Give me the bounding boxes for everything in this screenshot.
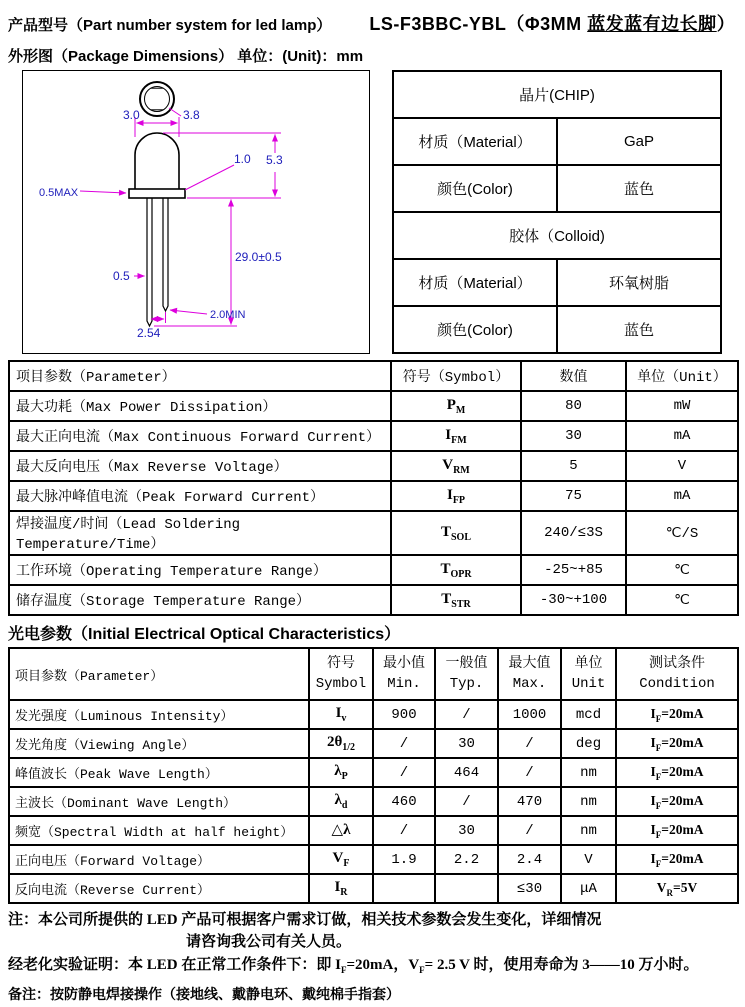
symbol-sub: FM — [451, 434, 467, 446]
condition-pre: I — [650, 821, 656, 837]
top-section — [8, 70, 737, 354]
optical-typ: / — [435, 700, 498, 729]
part-number-prefix: LS-F3BBC-YBL（Φ3MM — [369, 14, 588, 34]
condition-pre: V — [656, 879, 667, 895]
optical-header-unit — [561, 648, 616, 700]
optical-symbol — [309, 874, 373, 903]
condition-post: =20mA — [661, 850, 704, 866]
param-name: 最大功耗（Max Power Dissipation） — [9, 391, 391, 421]
symbol-sub: R — [340, 886, 348, 898]
leader-tip-min — [170, 310, 207, 314]
param-symbol — [391, 555, 521, 585]
optical-typ: 30 — [435, 729, 498, 758]
dimension-lines — [80, 108, 281, 326]
colloid-color-value: 蓝色 — [557, 306, 721, 353]
param-value: 5 — [521, 451, 626, 481]
optical-condition — [616, 729, 738, 758]
param-header-value: 数值 — [521, 361, 626, 391]
optical-symbol — [309, 845, 373, 874]
optical-unit: deg — [561, 729, 616, 758]
flange — [129, 189, 185, 198]
symbol-main: λ — [334, 792, 342, 809]
condition-pre: I — [650, 705, 656, 721]
condition-pre: I — [650, 850, 656, 866]
optical-unit: μA — [561, 874, 616, 903]
symbol-sub: M — [455, 404, 466, 416]
symbol-main: I — [334, 879, 341, 896]
part-number-descriptor: 蓝发蓝有边长脚 — [587, 14, 717, 34]
symbol-main: T — [440, 560, 451, 577]
header-en: Symbol — [315, 676, 367, 692]
optical-symbol — [309, 700, 373, 729]
package-dimensions-title: 外形图（Package Dimensions） 单位：(Unit)：mm — [8, 48, 364, 65]
symbol-main: I — [445, 426, 452, 443]
param-row — [9, 585, 738, 615]
symbol-sub: 1/2 — [342, 741, 356, 753]
param-row — [9, 555, 738, 585]
optical-row — [9, 729, 738, 758]
param-symbol — [391, 585, 521, 615]
header-cn: 最小值 — [383, 656, 425, 672]
dim-tip-min: 2.0MIN — [210, 309, 246, 321]
condition-pre: I — [650, 734, 656, 750]
optical-unit: nm — [561, 787, 616, 816]
condition-sub: F — [655, 713, 662, 724]
note-aging-test — [8, 954, 737, 981]
condition-post: =20mA — [661, 792, 704, 808]
param-unit: mA — [626, 481, 738, 511]
dim-lead-width: 0.5 — [113, 269, 130, 283]
note-custom-order-line2: 请咨询我公司有关人员。 — [186, 934, 352, 950]
condition-post: =5V — [673, 879, 698, 895]
product-model-label: 产品型号（Part number system for led lamp） — [8, 17, 332, 34]
header-en: Max. — [512, 676, 547, 692]
note-custom-order — [8, 909, 737, 953]
dim-neck-height: 1.0 — [234, 152, 251, 166]
document-header — [8, 10, 737, 36]
optical-typ: 30 — [435, 816, 498, 845]
header-cn: 测试条件 — [649, 656, 705, 672]
condition-pre: I — [650, 792, 656, 808]
param-symbol — [391, 391, 521, 421]
part-number — [369, 10, 735, 36]
header-cn: 符号 — [327, 656, 355, 672]
chip-color-label: 颜色(Color) — [393, 165, 557, 212]
colloid-material-label: 材质（Material） — [393, 259, 557, 306]
note-aging-text: =20mA，V — [346, 957, 420, 973]
optical-header-condition — [616, 648, 738, 700]
colloid-color-label: 颜色(Color) — [393, 306, 557, 353]
symbol-sub: RM — [453, 464, 470, 476]
chip-color-row — [393, 165, 721, 212]
footer-notes — [8, 909, 737, 1007]
param-symbol — [391, 511, 521, 555]
colloid-color-row — [393, 306, 721, 353]
param-unit: mW — [626, 391, 738, 421]
param-name: 最大脉冲峰值电流（Peak Forward Current） — [9, 481, 391, 511]
part-number-close: ） — [716, 14, 736, 34]
dim-top-diameter: 3.8 — [183, 108, 200, 122]
optical-symbol — [309, 816, 373, 845]
optical-name: 主波长（Dominant Wave Length） — [9, 787, 309, 816]
symbol-sub: SOL — [451, 531, 472, 543]
symbol-main: 2θ — [326, 734, 343, 751]
param-value: 240/≤3S — [521, 511, 626, 555]
note-aging-sub-f2: F — [419, 965, 425, 975]
condition-sub: F — [655, 800, 662, 811]
optical-max: / — [498, 758, 561, 787]
optical-unit: V — [561, 845, 616, 874]
param-value: 80 — [521, 391, 626, 421]
optical-table — [8, 647, 739, 904]
param-value: -25~+85 — [521, 555, 626, 585]
optical-min: / — [373, 758, 435, 787]
optical-max: / — [498, 729, 561, 758]
param-row — [9, 511, 738, 555]
optical-header-parameter: 项目参数（Parameter） — [9, 648, 309, 700]
note-aging-text: = 2.5 V 时，使用寿命为 3——10 万小时。 — [424, 957, 699, 973]
optical-row — [9, 700, 738, 729]
dim-body-height: 5.3 — [266, 153, 283, 167]
header-en: Min. — [387, 676, 421, 692]
lead-left — [147, 198, 152, 326]
note-aging-sub-f1: F — [340, 965, 347, 975]
symbol-main: V — [332, 850, 344, 867]
optical-name: 发光角度（Viewing Angle） — [9, 729, 309, 758]
symbol-main: T — [440, 523, 451, 540]
chip-section-title: 晶片(CHIP) — [393, 71, 721, 118]
optical-max: ≤30 — [498, 874, 561, 903]
symbol-main: △λ — [331, 822, 351, 839]
symbol-sub: P — [341, 770, 348, 782]
epoxy-dome — [135, 133, 179, 189]
optical-unit: mcd — [561, 700, 616, 729]
symbol-main: I — [446, 486, 453, 503]
symbol-main: P — [446, 396, 456, 413]
optical-condition — [616, 700, 738, 729]
param-symbol — [391, 421, 521, 451]
leader-top-diameter — [169, 108, 181, 116]
param-row — [9, 391, 738, 421]
optical-min — [373, 874, 435, 903]
header-en: Typ. — [449, 676, 484, 692]
leader-neck — [185, 165, 234, 190]
condition-sub: F — [655, 771, 662, 782]
symbol-main: V — [442, 456, 454, 473]
optical-typ: 464 — [435, 758, 498, 787]
symbol-sub: F — [343, 857, 350, 869]
dim-lead-length: 29.0±0.5 — [235, 250, 282, 264]
condition-post: =20mA — [661, 734, 704, 750]
optical-row — [9, 758, 738, 787]
symbol-sub: FP — [452, 494, 466, 506]
optical-name: 反向电流（Reverse Current） — [9, 874, 309, 903]
param-header-name: 项目参数（Parameter） — [9, 361, 391, 391]
symbol-sub: v — [341, 712, 347, 724]
optical-symbol — [309, 787, 373, 816]
chip-header-row — [393, 71, 721, 118]
optical-condition — [616, 845, 738, 874]
optical-condition — [616, 874, 738, 903]
optical-header-row — [9, 648, 738, 700]
condition-post: =20mA — [661, 705, 704, 721]
symbol-sub: d — [341, 799, 348, 811]
top-view-outer-circle — [140, 82, 174, 116]
optical-header-max — [498, 648, 561, 700]
symbol-sub: OPR — [450, 568, 472, 580]
colloid-material-value: 环氧树脂 — [557, 259, 721, 306]
header-cn: 最大值 — [508, 656, 551, 672]
param-unit: ℃ — [626, 585, 738, 615]
optical-max: / — [498, 816, 561, 845]
param-name: 工作环境（Operating Temperature Range） — [9, 555, 391, 585]
param-value: 75 — [521, 481, 626, 511]
param-unit: V — [626, 451, 738, 481]
leader-flange-max — [80, 191, 126, 193]
symbol-main: T — [441, 590, 452, 607]
param-symbol — [391, 451, 521, 481]
optical-typ — [435, 874, 498, 903]
optical-header-typ — [435, 648, 498, 700]
header-cn: 单位 — [574, 656, 603, 672]
dim-flange-max: 0.5MAX — [39, 187, 79, 199]
optical-min: / — [373, 816, 435, 845]
param-unit: ℃ — [626, 555, 738, 585]
parameter-table — [8, 360, 739, 616]
optical-row — [9, 787, 738, 816]
condition-sub: F — [655, 742, 662, 753]
optical-min: 900 — [373, 700, 435, 729]
optical-section-title: 光电参数（Initial Electrical Optical Characteristics） — [8, 626, 401, 643]
optical-min: 1.9 — [373, 845, 435, 874]
chip-colloid-table — [392, 70, 722, 354]
param-unit: mA — [626, 421, 738, 451]
optical-typ: 2.2 — [435, 845, 498, 874]
chip-color-value: 蓝色 — [557, 165, 721, 212]
optical-min: 460 — [373, 787, 435, 816]
led-outline-drawing — [23, 71, 367, 351]
top-view-inner-circle — [145, 87, 170, 112]
note-aging-text: 经老化实验证明：本 LED 在正常工作条件下：即 I — [8, 957, 341, 973]
package-diagram — [22, 70, 370, 354]
param-name: 最大正向电流（Max Continuous Forward Current） — [9, 421, 391, 451]
condition-sub: R — [666, 887, 674, 898]
optical-condition — [616, 816, 738, 845]
optical-max: 2.4 — [498, 845, 561, 874]
chip-material-label: 材质（Material） — [393, 118, 557, 165]
param-header-symbol: 符号（Symbol） — [391, 361, 521, 391]
param-value: 30 — [521, 421, 626, 451]
dim-lead-pitch: 2.54 — [137, 326, 161, 340]
symbol-main: I — [335, 705, 342, 722]
condition-post: =20mA — [661, 763, 704, 779]
header-cn: 一般值 — [445, 656, 488, 672]
colloid-header-row — [393, 212, 721, 259]
optical-unit: nm — [561, 758, 616, 787]
param-header-row — [9, 361, 738, 391]
optical-max: 1000 — [498, 700, 561, 729]
optical-unit: nm — [561, 816, 616, 845]
dimension-labels — [39, 108, 283, 340]
optical-condition — [616, 787, 738, 816]
optical-header-symbol — [309, 648, 373, 700]
optical-row — [9, 816, 738, 845]
param-unit: ℃/S — [626, 511, 738, 555]
optical-symbol — [309, 729, 373, 758]
param-symbol — [391, 481, 521, 511]
optical-condition — [616, 758, 738, 787]
symbol-sub: STR — [451, 598, 471, 610]
symbol-main: λ — [334, 763, 342, 780]
optical-row — [9, 874, 738, 903]
condition-post: =20mA — [661, 821, 704, 837]
optical-typ: / — [435, 787, 498, 816]
optical-name: 正向电压（Forward Voltage） — [9, 845, 309, 874]
param-name: 最大反向电压（Max Reverse Voltage） — [9, 451, 391, 481]
optical-name: 峰值波长（Peak Wave Length） — [9, 758, 309, 787]
header-en: Condition — [639, 676, 715, 692]
chip-material-row — [393, 118, 721, 165]
optical-symbol — [309, 758, 373, 787]
optical-min: / — [373, 729, 435, 758]
condition-sub: F — [655, 858, 662, 869]
param-name: 焊接温度/时间（Lead Soldering Temperature/Time） — [9, 511, 391, 555]
note-esd-handling: 备注：按防静电焊接操作（接地线、戴静电环、戴纯棉手指套） — [8, 988, 400, 1003]
optical-name: 频宽（Spectral Width at half height） — [9, 816, 309, 845]
colloid-material-row — [393, 259, 721, 306]
lead-right — [163, 198, 168, 311]
colloid-section-title: 胶体（Colloid) — [393, 212, 721, 259]
param-name: 储存温度（Storage Temperature Range） — [9, 585, 391, 615]
chip-material-value: GaP — [557, 118, 721, 165]
param-row — [9, 451, 738, 481]
param-value: -30~+100 — [521, 585, 626, 615]
param-row — [9, 481, 738, 511]
param-header-unit: 单位（Unit） — [626, 361, 738, 391]
optical-max: 470 — [498, 787, 561, 816]
optical-row — [9, 845, 738, 874]
condition-sub: F — [655, 829, 662, 840]
condition-pre: I — [650, 763, 656, 779]
header-en: Unit — [571, 676, 606, 692]
dim-body-diameter: 3.0 — [123, 108, 140, 122]
optical-name: 发光强度（Luminous Intensity） — [9, 700, 309, 729]
optical-header-min — [373, 648, 435, 700]
note-custom-order-line1: 注：本公司所提供的 LED 产品可根据客户需求订做，相关技术参数会发生变化，详细情况 — [8, 912, 602, 928]
param-row — [9, 421, 738, 451]
